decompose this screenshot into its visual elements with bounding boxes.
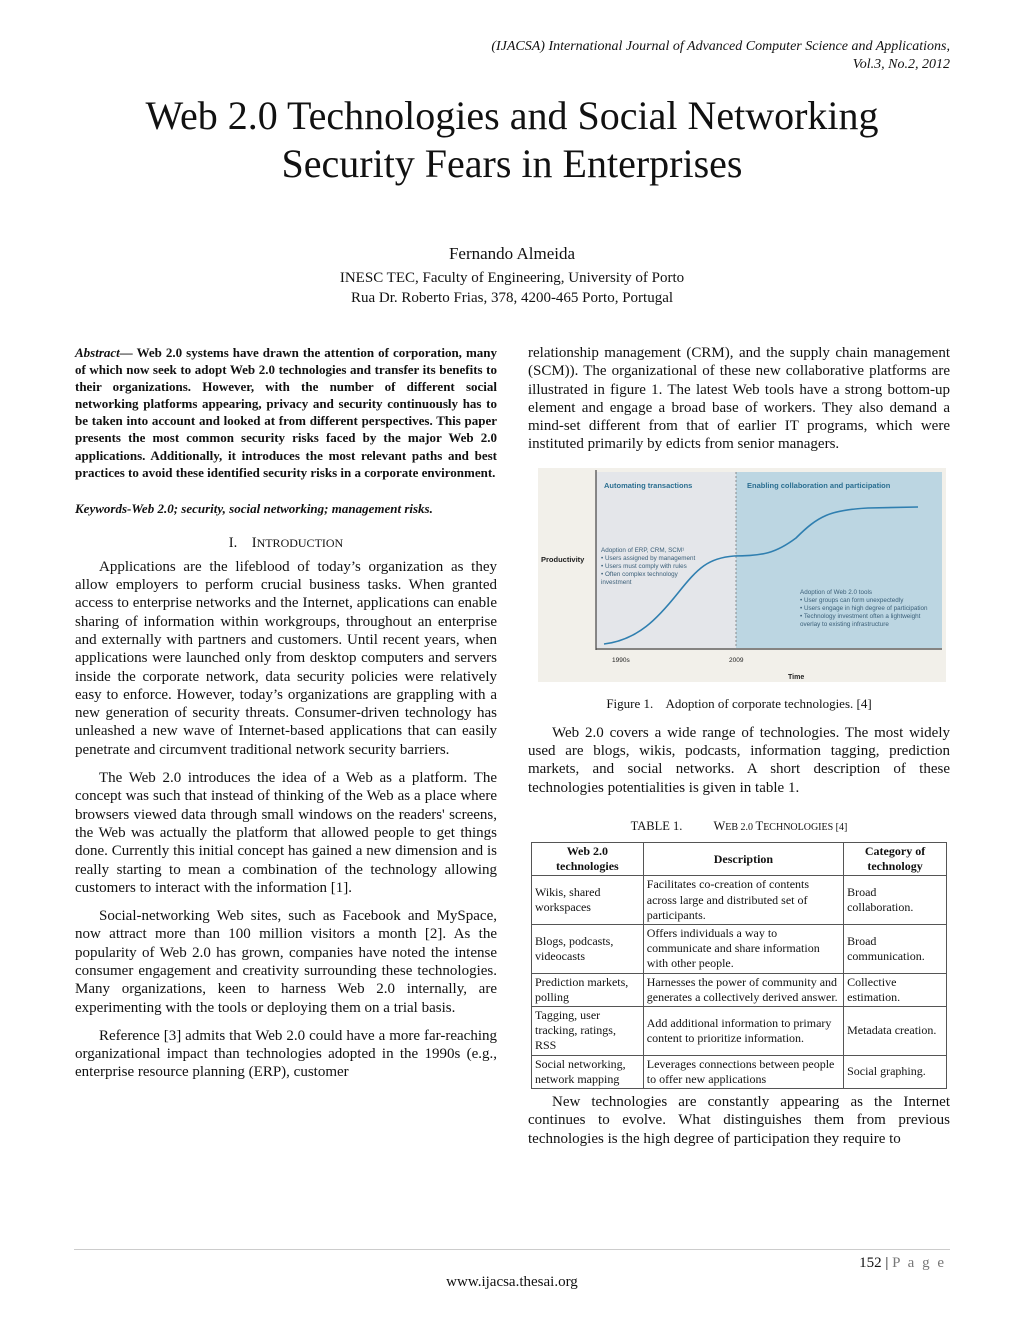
right-note: overlay to existing infrastructure xyxy=(800,620,889,628)
intro-paragraph-2: The Web 2.0 introduces the idea of a Web as a platform. The concept was such that instead of thinking of the Web as a place where browsers viewed data through small windows on the readers' screens, the Web was actually the platform that allowed people to get things done. Currently this initial concept has gained a new dimension and is really starting to mean a combination of the technology allowing customers to interact with the information [1]. xyxy=(75,770,497,896)
table-cell: Facilitates co-creation of contents across large and distributed set of participants. xyxy=(643,876,843,925)
x-axis-label: Time xyxy=(788,673,805,681)
left-column xyxy=(75,344,497,1092)
left-header: Automating transactions xyxy=(604,480,693,490)
table-header-row xyxy=(532,842,947,875)
right-header: Enabling collaboration and participation xyxy=(747,480,891,490)
table-row xyxy=(532,876,947,925)
journal-header xyxy=(491,38,950,74)
table-cell: Harnesses the power of community and generates a collectively derived answer. xyxy=(643,973,843,1006)
tick-2009: 2009 xyxy=(729,656,744,664)
affiliation-line2: Rua Dr. Roberto Frias, 378, 4200-465 Porto, Portugal xyxy=(350,290,674,306)
journal-website: www.ijacsa.thesai.org xyxy=(446,1274,578,1290)
affiliation-line1: INESC TEC, Faculty of Engineering, University of Porto xyxy=(339,270,685,286)
paper-title xyxy=(0,92,1024,188)
table-cell: Wikis, shared workspaces xyxy=(532,876,644,925)
paper-title-line1: Web 2.0 Technologies and Social Networking xyxy=(145,93,879,138)
left-note: • Often complex technology xyxy=(601,570,678,578)
table-cell: Social graphing. xyxy=(844,1055,947,1088)
author-name: Fernando Almeida xyxy=(448,244,576,263)
section-number: I. xyxy=(228,534,238,551)
table-title-rest: ECHNOLOGIES [4] xyxy=(763,821,848,833)
table-cell: Offers individuals a way to communicate and share information with other people. xyxy=(643,924,843,973)
figure-1-caption: Figure 1. Adoption of corporate technologies. [4] xyxy=(606,695,872,711)
journal-name: (IJACSA) International Journal of Advanced Computer Science and Applications, xyxy=(491,39,950,54)
tick-1990s: 1990s xyxy=(612,656,630,664)
y-axis-label: Productivity xyxy=(541,554,585,564)
table-cell: Social networking, network mapping xyxy=(532,1055,644,1088)
right-note: • User groups can form unexpectedly xyxy=(800,596,904,604)
right-paragraph-2: Web 2.0 covers a wide range of technologies. The most widely used are blogs, wikis, podcasts, information tagging, prediction markets, and social networks. A short description of these technologies potentialities is given in table 1. xyxy=(528,724,950,796)
right-note: Adoption of Web 2.0 tools xyxy=(800,588,872,596)
paper-title-line2: Security Fears in Enterprises xyxy=(281,141,743,186)
right-paragraph-3: New technologies are constantly appearing as the Internet continues to evolve. What distinguishes them from previous technologies is the high degree of participation they require to xyxy=(528,1094,950,1147)
table-cell: Add additional information to primary content to prioritize information. xyxy=(643,1007,843,1056)
table-row xyxy=(532,973,947,1006)
figure-1 xyxy=(538,468,946,682)
page-label: P a g e xyxy=(892,1255,946,1271)
table-cell: Tagging, user tracking, ratings, RSS xyxy=(532,1007,644,1056)
right-column xyxy=(528,344,950,1148)
keywords: Keywords-Web 2.0; security, social networking; management risks. xyxy=(75,500,433,516)
left-note: • Users assigned by management xyxy=(601,554,696,562)
intro-paragraph-3: Social-networking Web sites, such as Facebook and MySpace, now attract more than 100 million visitors a month [2]. As the popularity of Web 2.0 has grown, companies have noted the intense consumer engagement and creativity surrounding these technologies. Many organizations, keen to harness Web 2.0 internally, are experimenting with the tools or deploying them on a trial basis. xyxy=(75,908,497,1016)
table-row xyxy=(532,1055,947,1088)
table-header-cell: Web 2.0 technologies xyxy=(532,842,644,875)
footer-divider xyxy=(74,1249,950,1250)
table-header-cell: Description xyxy=(643,842,843,875)
table-title-t: T xyxy=(755,818,764,833)
page-separator: | xyxy=(881,1255,893,1271)
table-header-cell: Category of technology xyxy=(844,842,947,875)
table-cell: Metadata creation. xyxy=(844,1007,947,1056)
right-note: • Users engage in high degree of participation xyxy=(800,604,928,612)
table-label: TABLE 1. xyxy=(630,818,683,833)
figure-1-chart xyxy=(538,468,946,682)
table-1-title xyxy=(528,819,950,834)
abstract-text: Web 2.0 systems have drawn the attention of corporation, many of which now seek to adopt Web 2.0 technologies and transfer its benefits to their organizations. However, with the number of different social networking platforms appearing, privacy and security continuously has to be taken into account and looked at from different perspectives. This paper presents the most common security risks faced by the major Web 2.0 applications. Additionally, it introduces the most relevant paths and best practices to avoid these identified security risks in a corporate environment. xyxy=(75,345,497,480)
table-cell: Broad collaboration. xyxy=(844,876,947,925)
journal-volume: Vol.3, No.2, 2012 xyxy=(852,57,950,72)
table-cell: Collective estimation. xyxy=(844,973,947,1006)
table-1 xyxy=(531,842,947,1089)
page-number xyxy=(859,1255,946,1272)
table-cell: Leverages connections between people to offer new applications xyxy=(643,1055,843,1088)
left-note: investment xyxy=(601,578,632,586)
section-title-first: I xyxy=(251,534,257,551)
table-cell: Blogs, podcasts, videocasts xyxy=(532,924,644,973)
table-row xyxy=(532,1007,947,1056)
table-title-w: W xyxy=(713,818,726,833)
table-cell: Prediction markets, polling xyxy=(532,973,644,1006)
abstract-label: Abstract— xyxy=(75,345,133,360)
table-row xyxy=(532,924,947,973)
table-title-mid: EB 2.0 xyxy=(725,821,756,833)
page-number-value: 152 xyxy=(859,1255,882,1271)
right-note: • Technology investment often a lightweight xyxy=(800,612,921,620)
left-note: • Users must comply with rules xyxy=(601,562,687,570)
intro-paragraph-1: Applications are the lifeblood of today’s organization as they allow employers to perform crucial business tasks. When granted access to enterprise networks and the Internet, applications can enable sharing of information within workgroups, throughout an enterprise and externally with partners and customers. Until recent years, when applications were launched only from desktop computers and servers inside the corporate network, data security policies were relatively easy to enforce. However, today’s organizations are grappling with a new generation of security threats. Consumer-driven technology has unleashed a new wave of Internet-based applications that can easily penetrate and circumvent traditional network security barriers. xyxy=(75,558,497,758)
abstract xyxy=(75,344,497,481)
intro-paragraph-4: Reference [3] admits that Web 2.0 could have a more far-reaching organizational impact than technologies adopted in the 1990s (e.g., enterprise resource planning (ERP), customer xyxy=(75,1027,497,1081)
section-heading-introduction xyxy=(75,535,497,552)
table-cell: Broad communication. xyxy=(844,924,947,973)
left-note: Adoption of ERP, CRM, SCM¹ xyxy=(601,546,685,554)
right-paragraph-1: relationship management (CRM), and the supply chain management (SCM)). The organizational of these new collaborative platforms are illustrated in figure 1. The latest Web tools have a strong bottom-up element and engage a broad base of workers. They also demand a mind-set different from that of earlier IT programs, which were instituted primarily by edicts from senior managers. xyxy=(528,345,950,453)
section-title-rest: NTRODUCTION xyxy=(256,535,344,550)
